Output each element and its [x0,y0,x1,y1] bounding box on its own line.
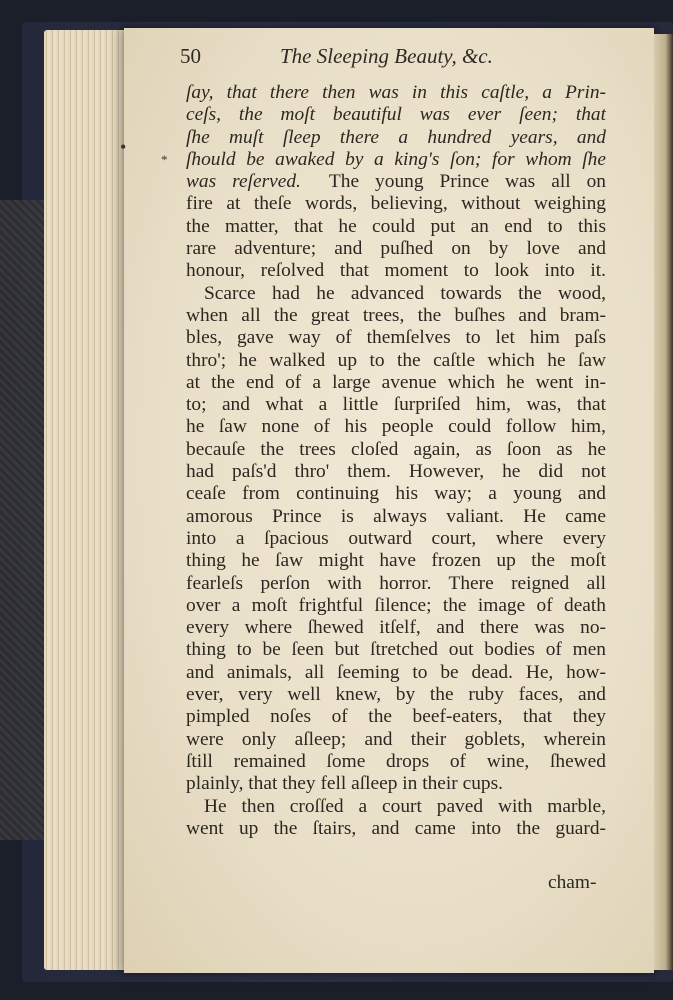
body-text [186,82,606,840]
text-line: honour, reſolved that moment to look into it. [186,260,606,282]
text-line: ever, very well knew, by the ruby faces, and [186,684,606,706]
text-line-mixed [186,171,606,193]
text-line: at the end of a large avenue which he went in- [186,371,606,393]
text-line: thro'; he walked up to the caſtle which he ſaw [186,349,606,371]
text-line-italic-part: was reſerved. [186,171,301,193]
text-line: He then croſſed a court paved with marble, [204,795,606,817]
text-line: thing he ſaw might have frozen up the moſt [186,550,606,572]
text-line: thing to be ſeen but ſtretched out bodies of men [186,639,606,661]
text-line: ſhould be awaked by a king's ſon; for whom ſhe [186,148,606,170]
cloth-binding [0,200,48,840]
text-line: amorous Prince is always valiant. He came [186,505,606,527]
text-line: over a moſt frightful ſilence; the image of death [186,594,606,616]
text-line: to; and what a little ſurpriſed him, was, that [186,394,606,416]
text-line: ceaſe from continuing his way; a young and [186,483,606,505]
text-line: ſay, that there then was in this caſtle, a Prin- [186,82,606,103]
text-line: pimpled noſes of the beef-eaters, that they [186,706,606,728]
running-head: The Sleeping Beauty, &c. [280,44,493,68]
text-line: plainly, that they fell aſleep in their cups. [186,773,503,795]
text-line-roman-part: The young Prince was all on [328,171,606,193]
catchword: cham- [548,872,597,893]
text-line: went up the ſtairs, and came into the guard- [186,817,606,839]
text-line: when all the great trees, the buſhes and bram- [186,304,606,326]
text-line: had paſs'd thro' them. However, he did not [186,461,606,483]
text-line: fire at theſe words, believing, without weighing [186,193,606,215]
text-line: he ſaw none of his people could follow him, [186,416,606,438]
margin-asterisk: * [161,152,168,167]
text-line: bles, gave way of themſelves to let him paſs [186,327,606,349]
facing-page-edge [654,34,673,970]
text-line: every where ſhewed itſelf, and there was no- [186,617,606,639]
text-line: rare adventure; and puſhed on by love and [186,238,606,260]
page-header [180,44,520,76]
text-line: ſhe muſt ſleep there a hundred years, and [186,126,606,148]
text-line: into a ſpacious outward court, where every [186,527,606,549]
page-number: 50 [180,44,201,68]
text-line: fearleſs perſon with horror. There reigned all [186,572,606,594]
text-line: and animals, all ſeeming to be dead. He, how- [186,661,606,683]
text-line: ſtill remained ſome drops of wine, ſhewed [186,750,606,772]
text-line: Scarce had he advanced towards the wood, [204,282,606,304]
text-line: the matter, that he could put an end to this [186,215,606,237]
text-line: ceſs, the moſt beautiful was ever ſeen; that [186,104,606,126]
text-line: were only aſleep; and their goblets, wherein [186,728,606,750]
margin-dot: • [120,137,127,157]
text-line: becauſe the trees cloſed again, as ſoon as he [186,438,606,460]
